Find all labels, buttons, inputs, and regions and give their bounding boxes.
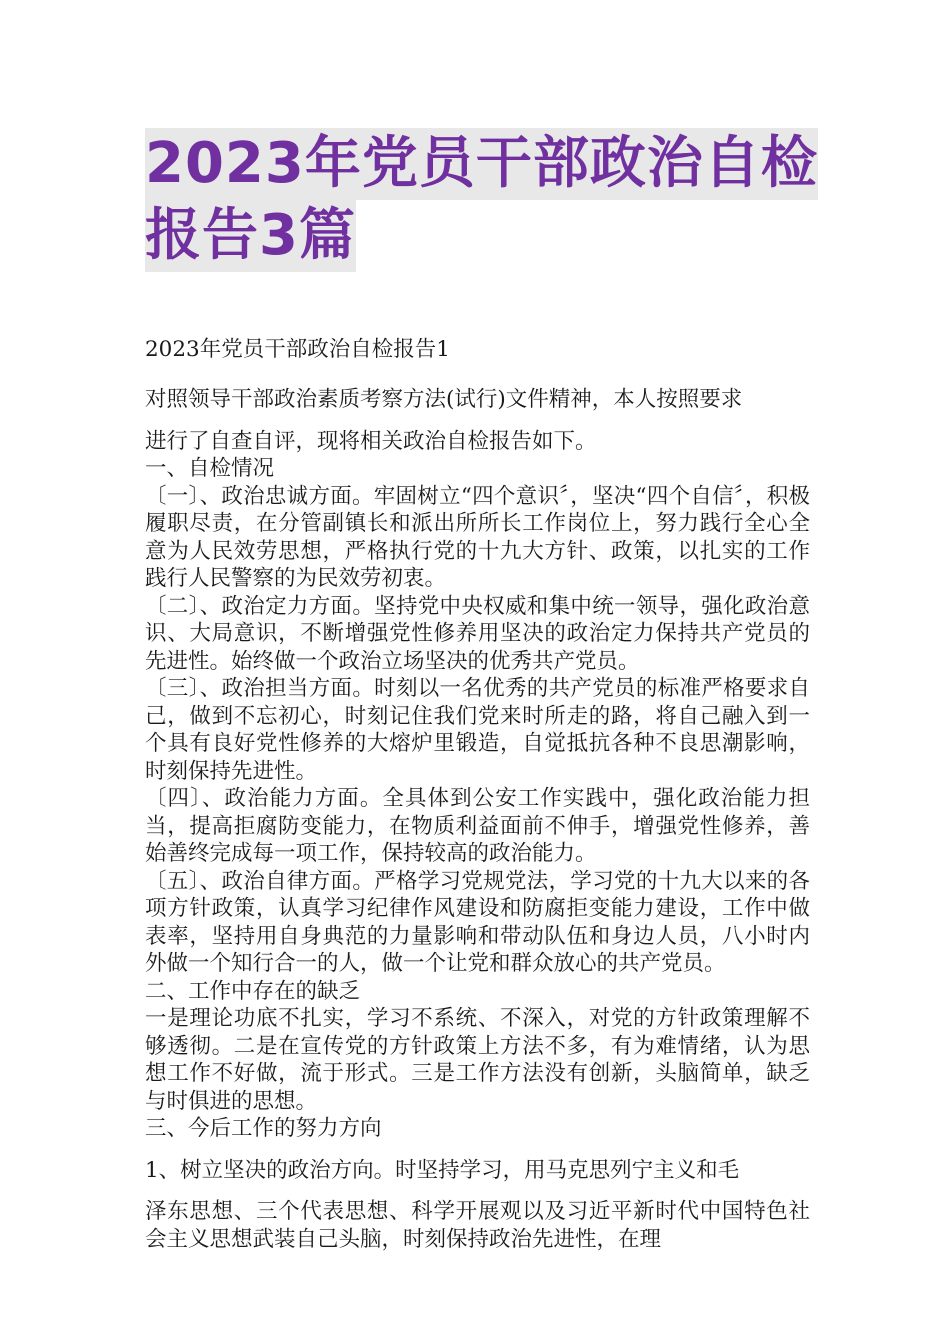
title-line-2: 报告3篇 [145,200,356,272]
subtitle: 2023年党员干部政治自检报告1 [145,337,450,362]
paragraph-intro-1: 对照领导干部政治素质考察方法(试行)文件精神，本人按照要求 [145,387,743,412]
paragraph-item-4: 〔四〕、政治能力方面。全具体到公安工作实践中，强化政治能力担当，提高拒腐防变能力，在物质利益面前不伸手，增强党性修养，善始善终完成每一项工作，保持较高的政治能力。 [145,786,810,866]
section-heading-2: 二、工作中存在的缺乏 [145,978,361,1004]
paragraph-item-1: 〔一〕、政治忠诚方面。牢固树立“四个意识〞，坚决“四个自信〞，积极履职尽责，在分管副镇长和派出所所长工作岗位上，努力践行全心全意为人民效劳思想，严格执行党的十九大方针、政策，以扎实的工作践行人民警察的为民效劳初衷。 [145,483,810,591]
section-heading-1: 一、自检情况 [145,456,275,481]
document-title [145,128,818,272]
paragraph-item-5: 〔五〕、政治自律方面。严格学习党规党法，学习党的十九大以来的各项方针政策，认真学习纪律作风建设和防腐拒变能力建设，工作中做表率，坚持用自身典范的力量影响和带动队伍和身边人员，八小时内外做一个知行合一的人，做一个让党和群众放心的共产党员。 [145,868,810,976]
paragraph-shortcomings: 一是理论功底不扎实，学习不系统、不深入，对党的方针政策理解不够透彻。二是在宣传党的方针政策上方法不多，有为难情绪，认为思想工作不好做，流于形式。三是工作方法没有创新，头脑简单，缺乏与时俱进的思想。 [145,1006,810,1114]
paragraph-direction-1: 1、树立坚决的政治方向。时坚持学习，用马克思列宁主义和毛 [145,1157,740,1183]
title-line-1: 2023年党员干部政治自检 [145,128,818,200]
document-body [145,335,810,1253]
section-heading-3: 三、今后工作的努力方向 [145,1116,382,1141]
paragraph-item-2: 〔二〕、政治定力方面。坚持党中央权威和集中统一领导，强化政治意识、大局意识，不断增强党性修养用坚决的政治定力保持共产党员的先进性。始终做一个政治立场坚决的优秀共产党员。 [145,593,810,674]
paragraph-direction-2: 泽东思想、三个代表思想、科学开展观以及习近平新时代中国特色社会主义思想武装自己头脑，时刻保持政治先进性，在理 [145,1199,810,1252]
paragraph-intro-2: 进行了自查自评，现将相关政治自检报告如下。 [145,428,597,454]
paragraph-item-3: 〔三〕、政治担当方面。时刻以一名优秀的共产党员的标准严格要求自己，做到不忘初心，时刻记住我们党来时所走的路，将自己融入到一个具有良好党性修养的大熔炉里锻造，自觉抵抗各种不良思潮影响，时刻保持先进性。 [145,676,810,784]
